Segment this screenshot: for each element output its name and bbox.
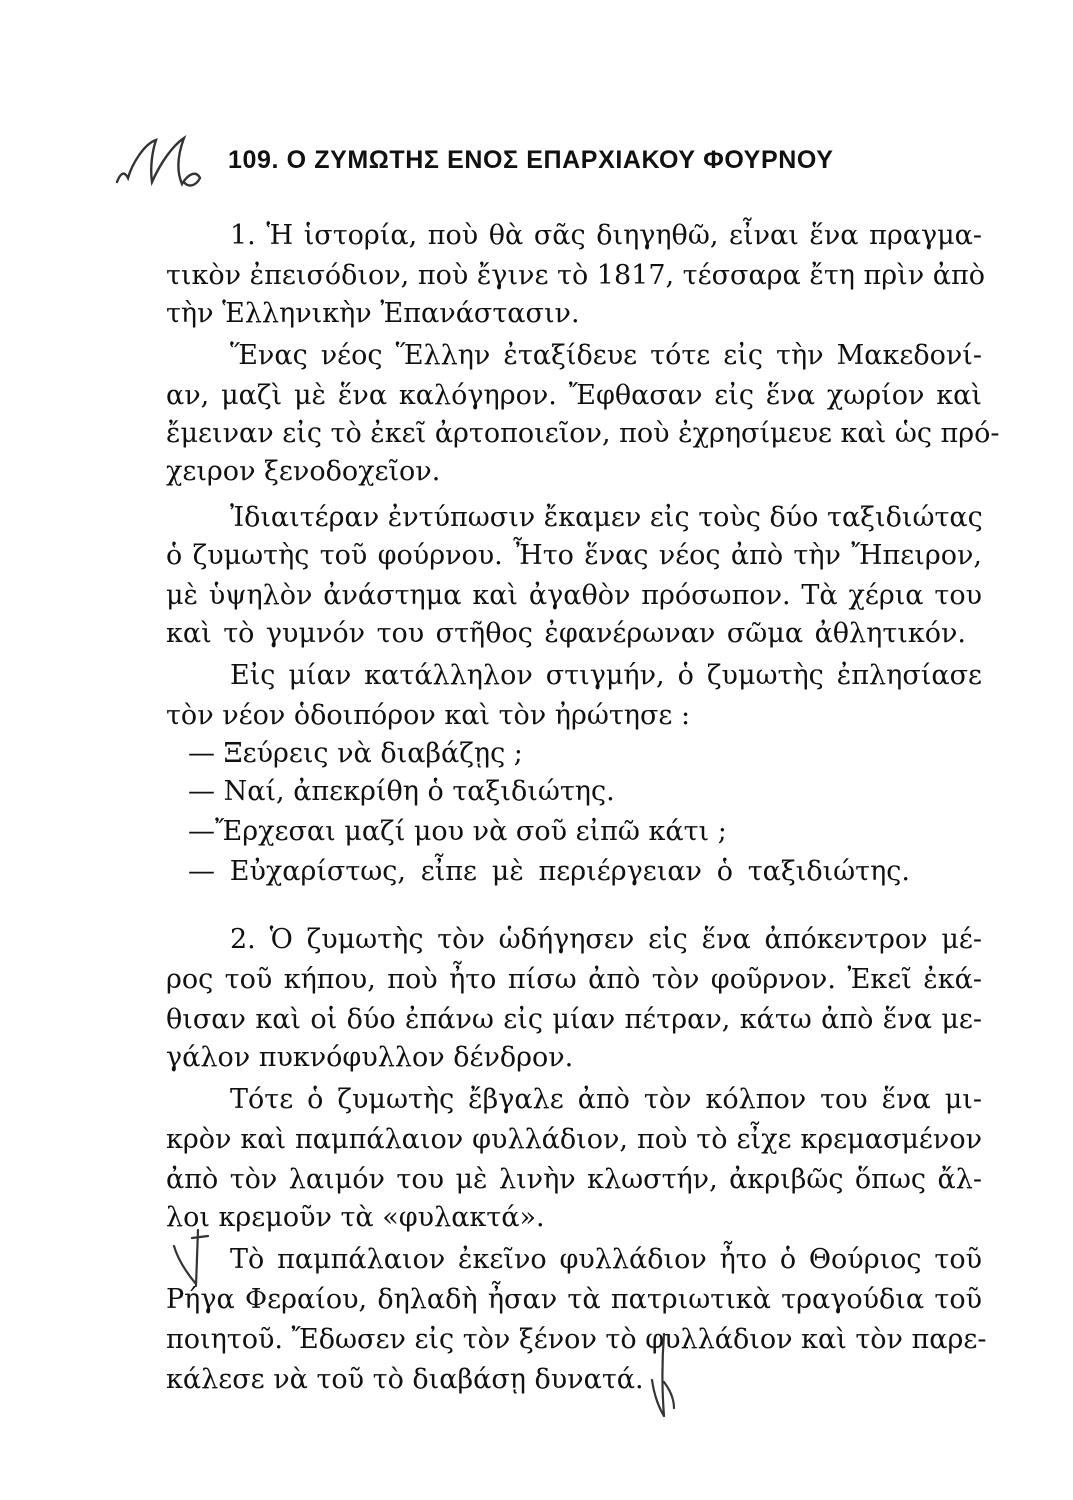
text-line: τικὸν ἐπεισόδιον, ποὺ ἔγινε τὸ 1817, τέσσαρα ἔτη πρὶν ἀπὸ bbox=[166, 260, 985, 291]
dialogue-line: — Εὐχαρίστως, εἶπε μὲ περιέργειαν ὁ ταξιδιώτης. bbox=[188, 856, 910, 887]
dialogue-line: — Ξεύρεις νὰ διαβάζῃς ; bbox=[188, 738, 523, 769]
text-line: γάλον πυκνόφυλλον δένδρον. bbox=[166, 1042, 574, 1073]
text-line: ἀπὸ τὸν λαιμόν του μὲ λινὴν κλωστήν, ἀκριβῶς ὅπως ἄλ- bbox=[166, 1164, 982, 1195]
text-line: κρὸν καὶ παμπάλαιον φυλλάδιον, ποὺ τὸ εἶχε κρεμασμένον bbox=[166, 1124, 982, 1155]
text-line: λοι κρεμοῦν τὰ «φυλακτά». bbox=[166, 1202, 545, 1233]
text-line: ρος τοῦ κήπου, ποὺ ἦτο πίσω ἀπὸ τὸν φοῦρνον. Ἐκεῖ ἐκά- bbox=[166, 964, 982, 995]
text-line: αν, μαζὶ μὲ ἕνα καλόγηρον. Ἔφθασαν εἰς ἕνα χωρίον καὶ bbox=[166, 380, 982, 411]
pencil-bracket-start-mark bbox=[168, 1226, 218, 1292]
text-line: τὸν νέον ὁδοιπόρον καὶ τὸν ἠρώτησε : bbox=[166, 700, 691, 731]
text-line: Εἰς μίαν κατάλληλον στιγμήν, ὁ ζυμωτὴς ἐπλησίασε bbox=[230, 660, 982, 691]
text-line: χειρον ξενοδοχεῖον. bbox=[166, 456, 441, 487]
text-line: Τότε ὁ ζυμωτὴς ἔβγαλε ἀπὸ τὸν κόλπον του ἕνα μι- bbox=[230, 1084, 982, 1115]
dialogue-line: —Ἔρχεσαι μαζί μου νὰ σοῦ εἰπῶ κάτι ; bbox=[188, 816, 727, 847]
text-line: 2. Ὁ ζυμωτὴς τὸν ὡδήγησεν εἰς ἕνα ἀπόκεντρον μέ- bbox=[230, 924, 982, 955]
pencil-bracket-end-mark bbox=[644, 1330, 688, 1422]
dialogue-line: — Ναί, ἀπεκρίθη ὁ ταξιδιώτης. bbox=[188, 776, 615, 807]
text-line: ποιητοῦ. Ἔδωσεν εἰς τὸν ξένον τὸ φυλλάδιον καὶ τὸν παρε- bbox=[166, 1324, 987, 1355]
text-line: ὁ ζυμωτὴς τοῦ φούρνου. Ἦτο ἕνας νέος ἀπὸ τὴν Ἤπειρον, bbox=[166, 540, 982, 571]
handwritten-annotation-m bbox=[112, 134, 212, 194]
chapter-title: 109. Ο ΖΥΜΩΤΗΣ ΕΝΟΣ ΕΠΑΡΧΙΑΚΟΥ ΦΟΥΡΝΟΥ bbox=[228, 146, 834, 174]
text-line: μὲ ὑψηλὸν ἀνάστημα καὶ ἀγαθὸν πρόσωπον. Τὰ χέρια του bbox=[166, 580, 982, 611]
text-line: κάλεσε νὰ τοῦ τὸ διαβάσῃ δυνατά. bbox=[166, 1364, 644, 1395]
text-line: 1. Ἡ ἱστορία, ποὺ θὰ σᾶς διηγηθῶ, εἶναι ἕνα πραγμα- bbox=[230, 220, 982, 251]
text-line: τὴν Ἑλληνικὴν Ἐπανάστασιν. bbox=[166, 298, 580, 329]
text-line: Ρήγα Φεραίου, δηλαδὴ ἦσαν τὰ πατριωτικὰ τραγούδια τοῦ bbox=[166, 1284, 982, 1315]
text-line: καὶ τὸ γυμνόν του στῆθος ἐφανέρωναν σῶμα ἀθλητικόν. bbox=[166, 618, 966, 649]
text-line: Τὸ παμπάλαιον ἐκεῖνο φυλλάδιον ἦτο ὁ Θούριος τοῦ bbox=[230, 1244, 982, 1275]
text-line: ἔμειναν εἰς τὸ ἐκεῖ ἀρτοποιεῖον, ποὺ ἐχρησίμευε καὶ ὡς πρό- bbox=[166, 418, 1000, 449]
text-line: Ἕνας νέος Ἕλλην ἐταξίδευε τότε εἰς τὴν Μακεδονί- bbox=[230, 340, 982, 371]
text-line: Ἰδιαιτέραν ἐντύπωσιν ἔκαμεν εἰς τοὺς δύο ταξιδιώτας bbox=[230, 502, 983, 533]
text-line: θισαν καὶ οἱ δύο ἐπάνω εἰς μίαν πέτραν, κάτω ἀπὸ ἕνα με- bbox=[166, 1004, 982, 1035]
